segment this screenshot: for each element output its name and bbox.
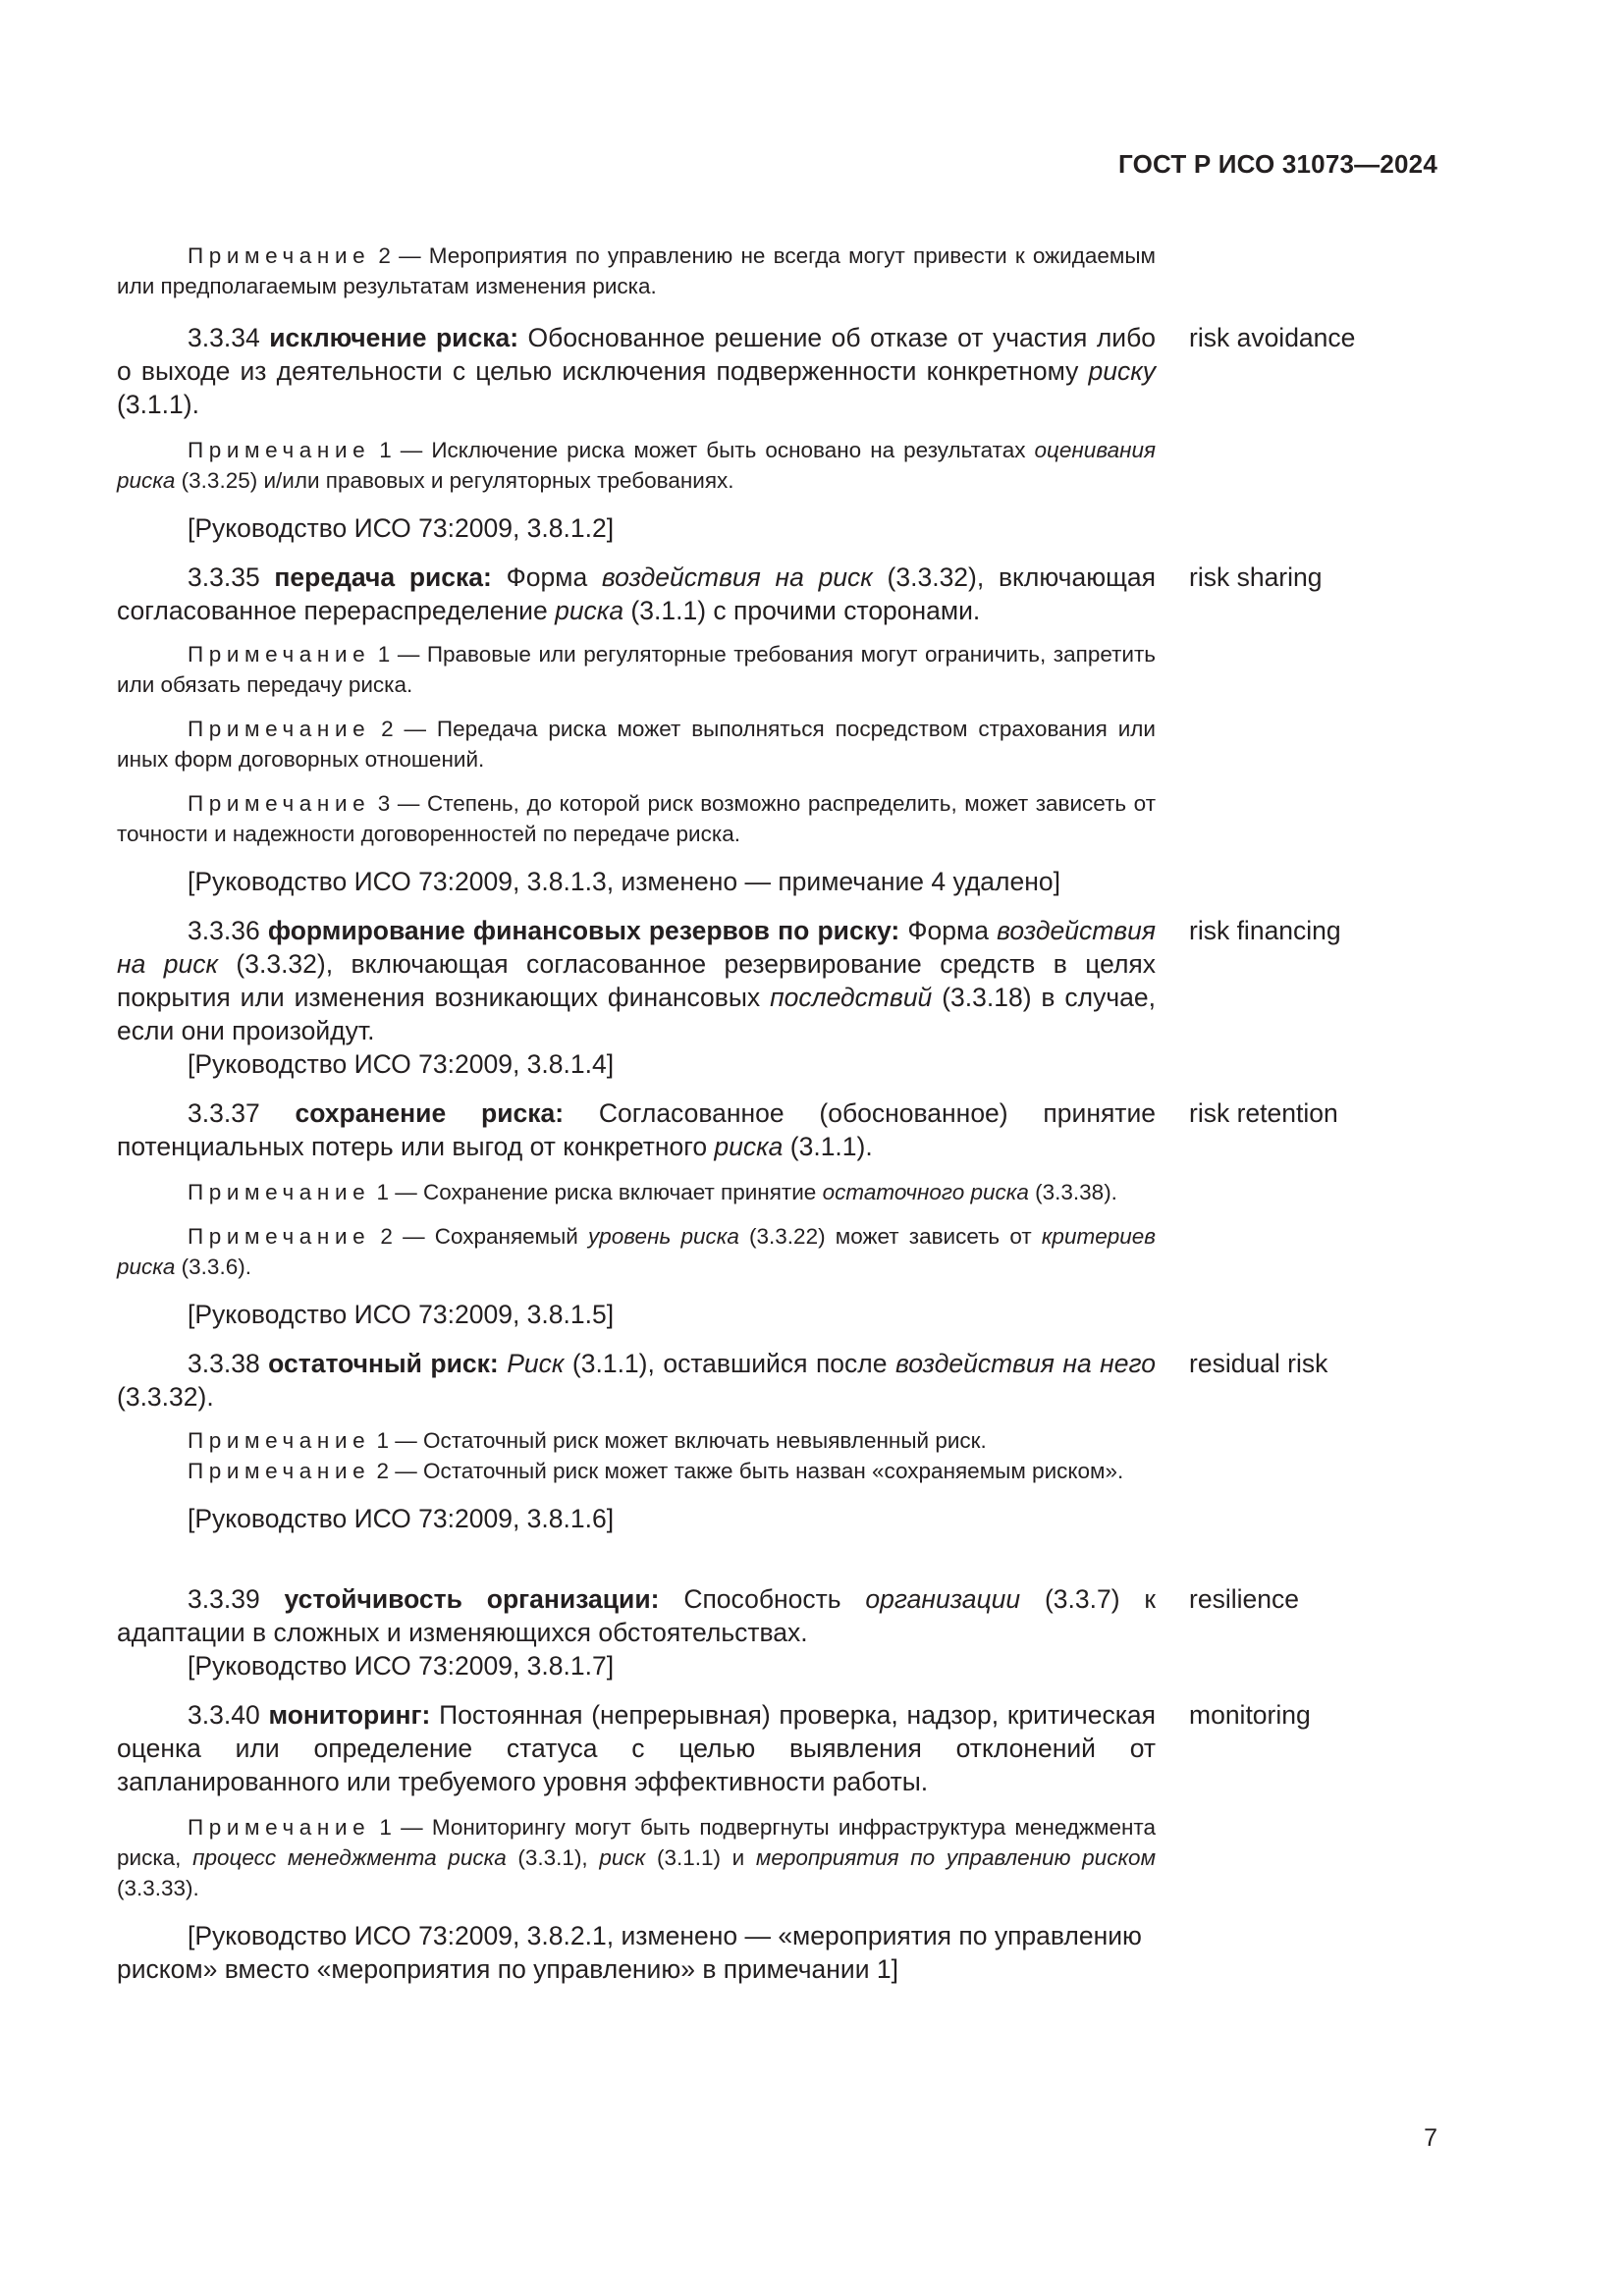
english-term: risk financing (1189, 916, 1341, 945)
term-definition: Обоснованное решение об отказе от участия либо о выходе из деятельности с целью исключения подверженности конкретному (117, 323, 1157, 386)
note-3 (117, 788, 1156, 849)
source-reference: [Руководство ИСО 73:2009, 3.8.1.2] (188, 513, 615, 543)
english-term: risk sharing (1189, 562, 1323, 592)
english-term: residual risk (1189, 1349, 1328, 1378)
note-text: (3.3.25) и/или правовых и регуляторных требованиях. (175, 468, 734, 493)
note-label: Примечание (188, 1428, 371, 1453)
term-definition: (3.1.1). (117, 390, 199, 419)
note-text: 3 — Степень, до которой риск возможно распределить, может зависеть от точности и надежности договоренностей по передаче риска. (117, 791, 1156, 846)
note-text: 1 — Исключение риска может быть основано на результатах (370, 438, 1035, 462)
term-number: 3.3.36 (188, 916, 268, 945)
note-text: 1 — Мониторингу могут быть подвергнуты инфраструктура менеджмента риска, (117, 1815, 1156, 1870)
note-2 (117, 1221, 1156, 1282)
term-definition: Способность (659, 1584, 866, 1614)
note-2-previous (117, 240, 1156, 301)
term-name: формирование финансовых резервов по риску: (267, 916, 900, 945)
term-definition: (3.1.1). (783, 1132, 873, 1161)
term-3-3-39 (117, 1582, 1299, 1649)
term-name: исключение риска: (269, 323, 519, 352)
source-reference: [Руководство ИСО 73:2009, 3.8.1.4] (188, 1049, 615, 1079)
note-text: 1 — Остаточный риск может включать невыявленный риск. (370, 1428, 987, 1453)
note-text: (3.1.1) и (645, 1845, 756, 1870)
note-1 (117, 1177, 1156, 1207)
note-text: 2 — Передача риска может выполняться посредством страхования или иных форм договорных отношений. (117, 717, 1156, 772)
page-number: 7 (1424, 2124, 1437, 2152)
term-definition: (3.3.32), включающая согласованное перераспределение (117, 562, 1156, 625)
term-definition: (3.3.18) в случае, если они произойдут. (117, 983, 1156, 1045)
note-text: (3.3.33). (117, 1876, 199, 1900)
note-label: Примечание (188, 717, 371, 741)
note-label: Примечание (188, 1224, 371, 1249)
term-3-3-40 (117, 1698, 1311, 1798)
term-definition: (3.3.32), включающая согласованное резервирование средств в целях покрытия или изменения возникающих финансовых (117, 949, 1156, 1012)
term-number: 3.3.35 (188, 562, 275, 592)
note-label: Примечание (188, 791, 371, 816)
term-definition (499, 1349, 508, 1378)
note-1 (117, 639, 1156, 700)
note-text: (3.3.1), (506, 1845, 600, 1870)
term-name: передача риска: (274, 562, 492, 592)
term-number: 3.3.40 (188, 1700, 269, 1730)
note-1 (117, 1812, 1156, 1903)
term-definition: Согласованное (обоснованное) принятие потенциальных потерь или выгод от конкретного (117, 1098, 1156, 1161)
note-2 (117, 1456, 1156, 1486)
term-definition: (3.1.1) с прочими сторонами. (623, 596, 981, 625)
page-content (117, 240, 1356, 1986)
term-definition: Форма (899, 916, 998, 945)
note-label: Примечание (188, 1815, 371, 1840)
term-ref-italic: риска (714, 1132, 784, 1161)
english-term: resilience (1189, 1584, 1299, 1614)
note-text: 2 — Мероприятия по управлению не всегда могут привести к ожидаемым или предполагаемым результатам изменения риска. (117, 243, 1156, 298)
source-reference: [Руководство ИСО 73:2009, 3.8.1.6] (188, 1504, 615, 1533)
term-definition: Постоянная (непрерывная) проверка, надзор, критическая оценка или определение статуса с целью выявления отклонений от запланированного или требуемого уровня эффективности работы. (117, 1700, 1156, 1796)
note-label: Примечание (188, 1459, 371, 1483)
english-term: risk avoidance (1189, 323, 1356, 352)
note-text: (3.3.22) может зависеть от (738, 1224, 1042, 1249)
note-label: Примечание (188, 642, 371, 667)
term-definition: (3.1.1), оставшийся после (564, 1349, 895, 1378)
term-ref-italic: риску (1088, 356, 1156, 386)
term-number: 3.3.39 (188, 1584, 285, 1614)
term-definition: Форма (491, 562, 602, 592)
note-1 (117, 435, 1156, 496)
source-reference: [Руководство ИСО 73:2009, 3.8.2.1, изменено — «мероприятия по управлению риском» вместо «мероприятия по управлению» в примечании 1] (117, 1921, 1142, 1984)
note-italic: остаточного риска (822, 1180, 1029, 1204)
term-ref-italic: последствий (770, 983, 933, 1012)
note-italic: критериев риска (117, 1224, 1157, 1279)
note-label: Примечание (188, 1180, 371, 1204)
note-italic: мероприятия по управлению риском (755, 1845, 1156, 1870)
term-ref-italic: воздействия на него (894, 1349, 1156, 1378)
term-definition: (3.3.7) к адаптации в сложных и изменяющихся обстоятельствах. (117, 1584, 1156, 1647)
note-text: 2 — Остаточный риск может также быть назван «сохраняемым риском». (370, 1459, 1124, 1483)
note-text: 2 — Сохраняемый (370, 1224, 589, 1249)
note-italic: риск (599, 1845, 646, 1870)
term-number: 3.3.37 (188, 1098, 296, 1128)
term-3-3-35 (117, 561, 1323, 627)
english-term: monitoring (1189, 1700, 1311, 1730)
note-label: Примечание (188, 243, 371, 268)
term-ref-italic: воздействия на риск (601, 562, 873, 592)
term-number: 3.3.38 (188, 1349, 269, 1378)
source-reference: [Руководство ИСО 73:2009, 3.8.1.5] (188, 1300, 615, 1329)
term-ref-italic: риска (555, 596, 624, 625)
term-3-3-34 (117, 321, 1356, 421)
term-number: 3.3.34 (188, 323, 270, 352)
term-ref-italic: организации (865, 1584, 1021, 1614)
term-name: сохранение риска: (295, 1098, 565, 1128)
term-ref-italic: воздействия на риск (117, 916, 1156, 979)
term-name: остаточный риск: (268, 1349, 499, 1378)
note-text: (3.3.6). (175, 1255, 251, 1279)
source-reference: [Руководство ИСО 73:2009, 3.8.1.7] (188, 1651, 615, 1681)
english-term: risk retention (1189, 1098, 1338, 1128)
term-3-3-36 (117, 914, 1341, 1047)
term-name: устойчивость организации: (284, 1584, 660, 1614)
term-name: мониторинг: (268, 1700, 431, 1730)
source-reference: [Руководство ИСО 73:2009, 3.8.1.3, изменено — примечание 4 удалено] (188, 867, 1060, 896)
note-text: 1 — Правовые или регуляторные требования могут ограничить, запретить или обязать передачу риска. (117, 642, 1156, 697)
note-italic: оценивания риска (117, 438, 1156, 493)
term-3-3-38 (117, 1347, 1328, 1414)
term-3-3-37 (117, 1096, 1338, 1163)
note-text: (3.3.38). (1028, 1180, 1117, 1204)
note-text: 1 — Сохранение риска включает принятие (370, 1180, 823, 1204)
note-italic: процесс менеджмента риска (192, 1845, 507, 1870)
note-italic: уровень риска (588, 1224, 739, 1249)
term-ref-italic: Риск (507, 1349, 565, 1378)
note-1 (117, 1425, 1156, 1456)
note-2 (117, 714, 1156, 774)
note-label: Примечание (188, 438, 371, 462)
term-definition: (3.3.32). (117, 1382, 214, 1412)
document-header: ГОСТ Р ИСО 31073—2024 (1117, 149, 1437, 179)
